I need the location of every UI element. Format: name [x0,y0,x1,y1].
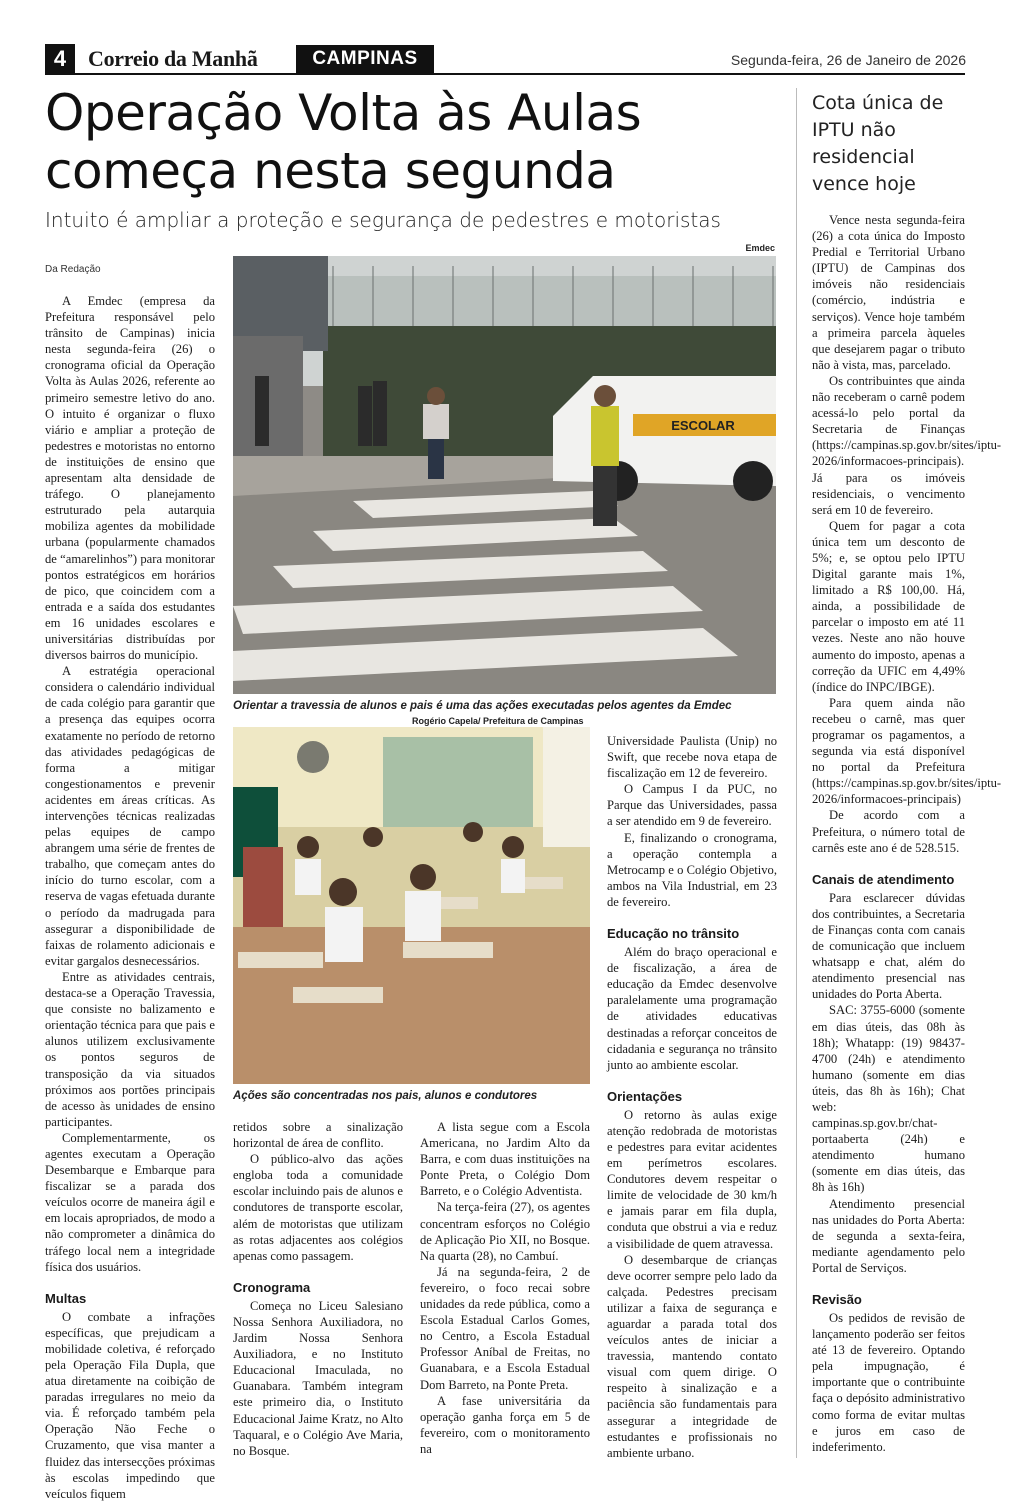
traffic-agent [591,385,619,526]
sidebar-title: Cota única de IPTU não residencial vence hoje [812,92,944,195]
page-number: 4 [45,44,75,74]
paragraph: Além do braço operacional e de fiscalização, a área de educação da Emdec desenvolve paralelamente uma programação de atividades educativas destinadas a reforçar conceitos de cidadania e segurança no trânsito junto ao ambiente escolar. [607,945,777,1072]
headline-line-1: Operação Volta às Aulas [45,84,642,142]
header-rule [45,73,965,75]
paragraph: O Campus I da PUC, no Parque das Universidades, passa a ser atendido em 9 de fevereiro. [607,782,777,829]
article-column-3 [420,1119,590,1457]
headline [45,84,785,200]
paragraph: O retorno às aulas exige atenção redobrada de motoristas e pedestres para evitar acidentes em perímetros escolares. Condutores devem respeitar o limite de velocidade de 30 km/h e jamais parar em fila dupla, conduta que obstrui a via e reduz a visibilidade de quem atravessa. [607,1107,777,1251]
photo-classroom [233,727,590,1084]
paragraph: Já na segunda-feira, 2 de fevereiro, o foco recai sobre unidades da rede pública, como a Escola Estadual Carlos Gomes, no Centro, a Escola Estadual Professor Aníbal de Freitas, no Guanabara, e a Escola Estadual Dom Barreto, na Ponte Preta. [420,1264,590,1392]
headline-line-2: começa nesta segunda [45,142,616,200]
photo-2-caption: Ações são concentradas nos pais, alunos e condutores [233,1090,538,1102]
paragraph: A Emdec (empresa da Prefeitura responsável pelo trânsito de Campinas) inicia nesta segunda-feira (26) o cronograma oficial da Operação Volta às Aulas 2026, referente ao primeiro semestre letivo do ano. O intuito é organizar o fluxo viário e ampliar a proteção de pedestres e motoristas no entorno de instituições de ensino que apresentam alta densidade de tráfego. O planejamento estruturado pela autarquia mobiliza agentes da mobilidade urbana (popularmente chamados de “amarelinhos”) para monitorar pontos estratégicos em horários de pico, que coincidem com a entrada e a saída dos estudantes em 16 unidades escolares e universitárias distribuídas por diversos bairros do município. [45,294,215,663]
sidebar-divider [796,88,797,1458]
paragraph: O combate a infrações específicas, que prejudicam a mobilidade coletiva, é reforçado pela Operação Fila Dupla, que atua diretamente na coibição de paradas irregulares no meio da via. É reforçado também pela Operação Não Feche o Cruzamento, que visa manter a fluidez das intersecções próximas às escolas impedindo que veículos fiquem [45,1309,215,1501]
byline: Da Redação [45,264,101,275]
subheadline: Intuito é ampliar a proteção e segurança de pedestres e motoristas [45,208,721,232]
article-column-1 [45,293,215,1502]
paragraph: Os pedidos de revisão de lançamento poderão ser feitos até 13 de fevereiro. Optando pela impugnação, é importante que o contribuinte faça o depósito administrativo como forma de evitar multas e juros em caso de indeferimento. [812,1311,965,1454]
paragraph: Complementarmente, os agentes executam a Operação Desembarque e Embarque para fiscalizar se a parada dos veículos ocorre de maneira ágil e em locais apropriados, de modo a não comprometer a dinâmica do tráfego local nem a integridade física dos usuários. [45,1130,215,1274]
paragraph: Para quem ainda não recebeu o carnê, mas quer programar os pagamentos, a segunda via está disponível no portal da Prefeitura (https://campinas.sp.gov.br/sites/iptu-2026/informacoes-principais) [812,695,1002,807]
paragraph: E, finalizando o cronograma, a operação contempla a Metrocamp e o Colégio Objetivo, ambos na Vila Industrial, em 23 de fevereiro. [607,830,777,909]
article-column-2 [233,1119,403,1459]
masthead-logo: Correio da Manhã [88,46,258,71]
paragraph: Na terça-feira (27), os agentes concentram esforços no Colégio de Aplicação Pio XII, no Bosque. Na quarta (28), no Cambuí. [420,1200,590,1263]
subheading-canais: Canais de atendimento [812,871,955,887]
photo-1-credit: Emdec [745,243,775,253]
paragraph: Começa no Liceu Salesiano Nossa Senhora Auxiliadora, no Jardim Nossa Senhora Auxiliadora, e no Instituto Educacional Imaculada, no Guanabara. Também integram este primeiro dia, o Instituto Educacional Jaime Kratz, no Alto Taquaral, e o Colégio Ave Maria, no Bosque. [233,1298,403,1458]
paragraph: Os contribuintes que ainda não receberam o carnê podem acessá-lo pelo portal da Secretaria de Finanças (https://campinas.sp.gov.br/sites/iptu-2026/informacoes-principais). Já para os imóveis residenciais, o vencimento será em 10 de fevereiro. [812,373,1002,517]
paragraph: Atendimento presencial nas unidades do Porta Aberta: de segunda a sexta-feira, mediante agendamento pelo Portal de Serviços. [812,1196,965,1275]
paragraph: O público-alvo das ações engloba toda a comunidade escolar incluindo pais de alunos e condutores de transporte escolar, além de motoristas que utilizam as rotas adjacentes aos colégios apenas como passagem. [233,1152,403,1263]
section-tag: CAMPINAS [296,45,434,73]
classroom-scene [233,727,590,1084]
van-label: ESCOLAR [671,418,735,433]
paragraph: A fase universitária da operação ganha força em 5 de fevereiro, com o monitoramento na [420,1393,590,1456]
paragraph: SAC: 3755-6000 (somente em dias úteis, das 08h às 18h); Whatapp: (19) 98437-4700 (24h) e atendimento humano (somente em dias úteis, das 8h às 16h); Chat web: campinas.sp.gov.br/chat-portaaberta (24h) e atendimento humano (somente em dias úteis, das 8h às 16h) [812,1003,965,1195]
photo-1-caption: Orientar a travessia de alunos e pais é uma das ações executadas pelos agentes da Emdec [233,700,732,712]
paragraph: Vence nesta segunda-feira (26) a cota única do Imposto Predial e Territorial Urbano (IPTU) de Campinas dos imóveis não residenciais (comércio, indústria e serviços). Vence hoje também a primeira parcela àqueles que desejarem pagar o tributo não à vista, mas, parcelado. [812,213,965,372]
paragraph: Universidade Paulista (Unip) no Swift, que recebe nova etapa de fiscalização em 12 de fevereiro. [607,734,777,781]
photo-crosswalk [233,256,776,694]
paragraph: Quem for pagar a cota única tem um desconto de 5%; e, se optou pelo IPTU Digital garante mais 1%, limitado a R$ 100,00. Há, ainda, a possibilidade de parcelar o imposto em até 11 vezes. Neste ano não houve aumento do imposto, apenas a correção da UFIC em 4,49% (índice do INPC/IBGE). [812,518,965,694]
sidebar-body [812,212,1002,1455]
paragraph: Para esclarecer dúvidas dos contribuintes, a Secretaria de Finanças conta com canais de comunicação que incluem whatsapp e chat, além do atendimento presencial nas unidades do Porta Aberta. [812,890,965,1002]
subheading-educacao: Educação no trânsito [607,926,740,942]
dateline: Segunda-feira, 26 de Janeiro de 2026 [730,52,966,68]
subheading-multas: Multas [45,1290,87,1306]
subheading-cronograma: Cronograma [233,1279,311,1295]
paragraph: retidos sobre a sinalização horizontal de área de conflito. [233,1120,403,1151]
crosswalk-scene [233,256,776,694]
paragraph: De acordo com a Prefeitura, o número total de carnês este ano é de 528.515. [812,808,965,855]
subheading-orientacoes: Orientações [607,1088,683,1104]
paragraph: A estratégia operacional considera o calendário individual de cada colégio para garantir que a presença das equipes ocorra exatamente no período de retorno das atividades pedagógicas de forma a mitigar congestionamentos e prevenir acidentes em áreas críticas. As intervenções técnicas realizadas pelas equipes de campo abrangem uma série de frentes de trabalho, que começam antes do início do turno escolar, com a reserva de vagas efetuada durante o período da madrugada para assegurar a disponibilidade de faixas de rolamento adicionais e evitar gargalos desnecessários. [45,664,215,968]
paragraph: O desembarque de crianças deve ocorrer sempre pelo lado da calçada. Pedestres precisam utilizar a faixa de segurança e aguardar a parada total dos veículos antes de iniciar a travessia, mantendo contato visual com quem dirige. O respeito à sinalização e a paciência são fundamentais para assegurar a integridade de estudantes e profissionais no ambiente urbano. [607,1252,777,1460]
article-column-4 [607,733,777,1461]
paragraph: A lista segue com a Escola Americana, no Jardim Alto da Barra, e com duas instituições na Ponte Preta, o Colégio Dom Barreto, e o Colégio Adventista. [420,1120,590,1199]
subheading-revisao: Revisão [812,1292,862,1307]
photo-2-credit: Rogério Capela/ Prefeitura de Campinas [412,716,584,726]
paragraph: Entre as atividades centrais, destaca-se a Operação Travessia, que consiste no balizamento e orientação técnica para que pais e alunos utilizem exclusivamente os pontos seguros de transposição da via situados próximos aos portões principais de acesso às unidades de ensino participantes. [45,969,215,1129]
